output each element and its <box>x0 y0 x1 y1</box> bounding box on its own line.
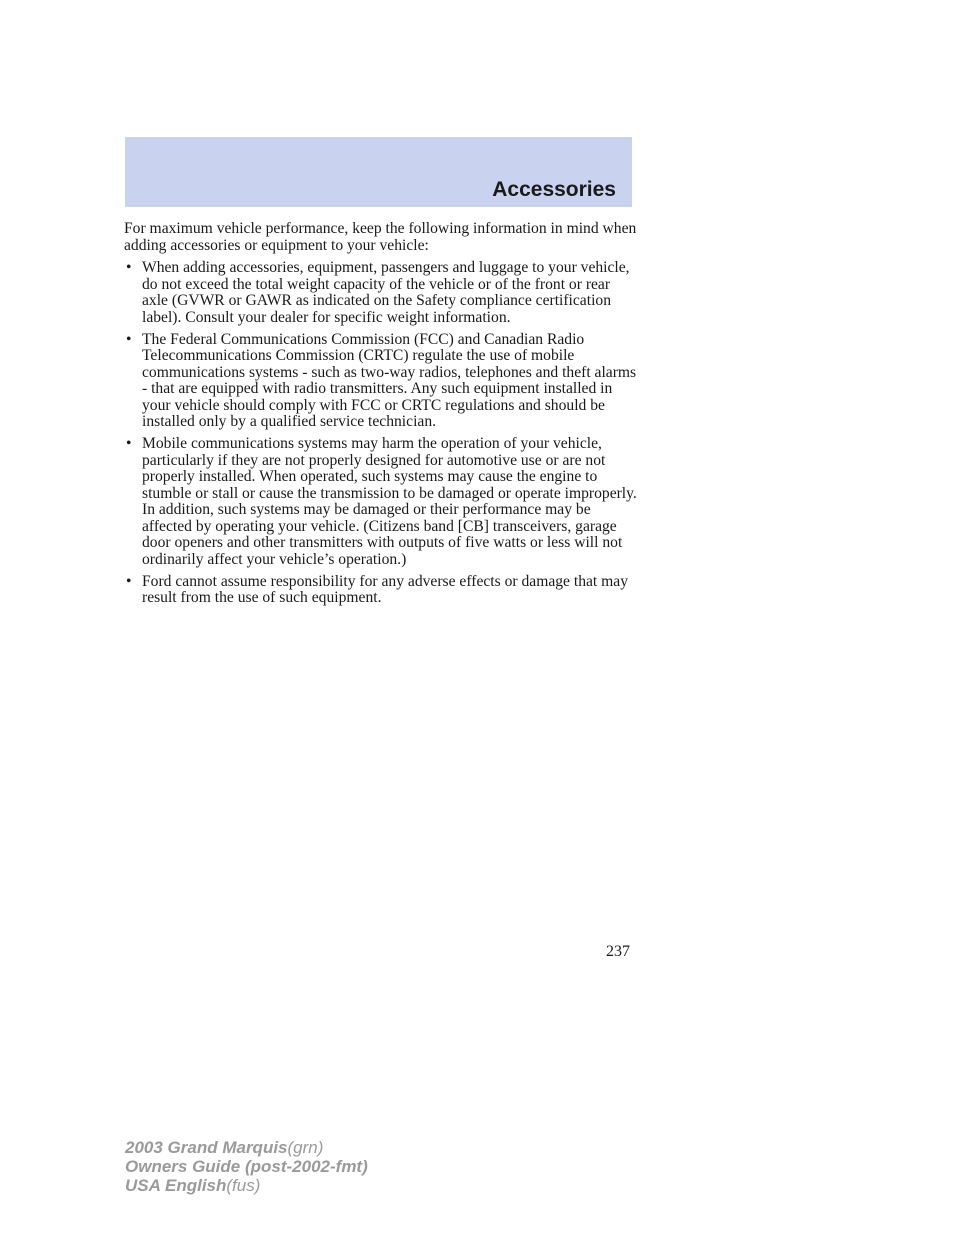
bullet-text: The Federal Communications Commission (FCC) and Canadian Radio Telecommunications Commission (CRTC) regulate the use of mobile communications systems - such as two-way radios, telephones and theft alarms - that are equipped with radio transmitters. Any such equipment installed in your vehicle should comply with FCC or CRTC regulations and should be installed only by a qualified service technician. <box>142 330 637 430</box>
bullet-icon: • <box>126 259 132 276</box>
bullet-icon: • <box>126 330 132 348</box>
page-number: 237 <box>606 943 630 960</box>
section-title: Accessories <box>492 178 616 201</box>
bullet-text: Ford cannot assume responsibility for any adverse effects or damage that may result from the use of such equipment. <box>142 572 629 606</box>
footer-line-1 <box>125 1138 368 1157</box>
footer-model: 2003 Grand Marquis <box>125 1138 288 1157</box>
list-item <box>124 436 638 568</box>
footer-language: USA English <box>125 1176 227 1195</box>
list-item <box>124 260 638 326</box>
footer-guide: Owners Guide (post-2002-fmt) <box>125 1157 368 1176</box>
footer-language-code: (fus) <box>226 1176 261 1195</box>
page-content <box>124 221 638 612</box>
section-header-band <box>125 137 632 207</box>
list-item <box>124 332 638 431</box>
bullet-text: When adding accessories, equipment, passengers and luggage to your vehicle, do not exceed the total weight capacity of the vehicle or of the front or rear axle (GVWR or GAWR as indicated on the Safety compliance certification label). Consult your dealer for specific weight information. <box>142 259 630 326</box>
document-footer <box>125 1138 368 1195</box>
intro-paragraph: For maximum vehicle performance, keep the following information in mind when adding accessories or equipment to your vehicle: <box>124 220 637 254</box>
bullet-list <box>124 260 638 607</box>
list-item <box>124 574 638 607</box>
bullet-icon: • <box>126 435 132 452</box>
footer-line-3 <box>125 1176 368 1195</box>
footer-model-code: (grn) <box>287 1138 324 1157</box>
footer-line-2 <box>125 1157 368 1176</box>
bullet-text: Mobile communications systems may harm the operation of your vehicle, particularly if they are not properly designed for automotive use or are not properly installed. When operated, such systems may cause the engine to stumble or stall or cause the transmission to be damaged or operate improperly. In addition, such systems may be damaged or their performance may be affected by operating your vehicle. (Citizens band [CB] transceivers, garage door openers and other transmitters with outputs of five watts or less will not ordinarily affect your vehicle’s operation.) <box>142 435 637 568</box>
bullet-icon: • <box>126 572 132 590</box>
